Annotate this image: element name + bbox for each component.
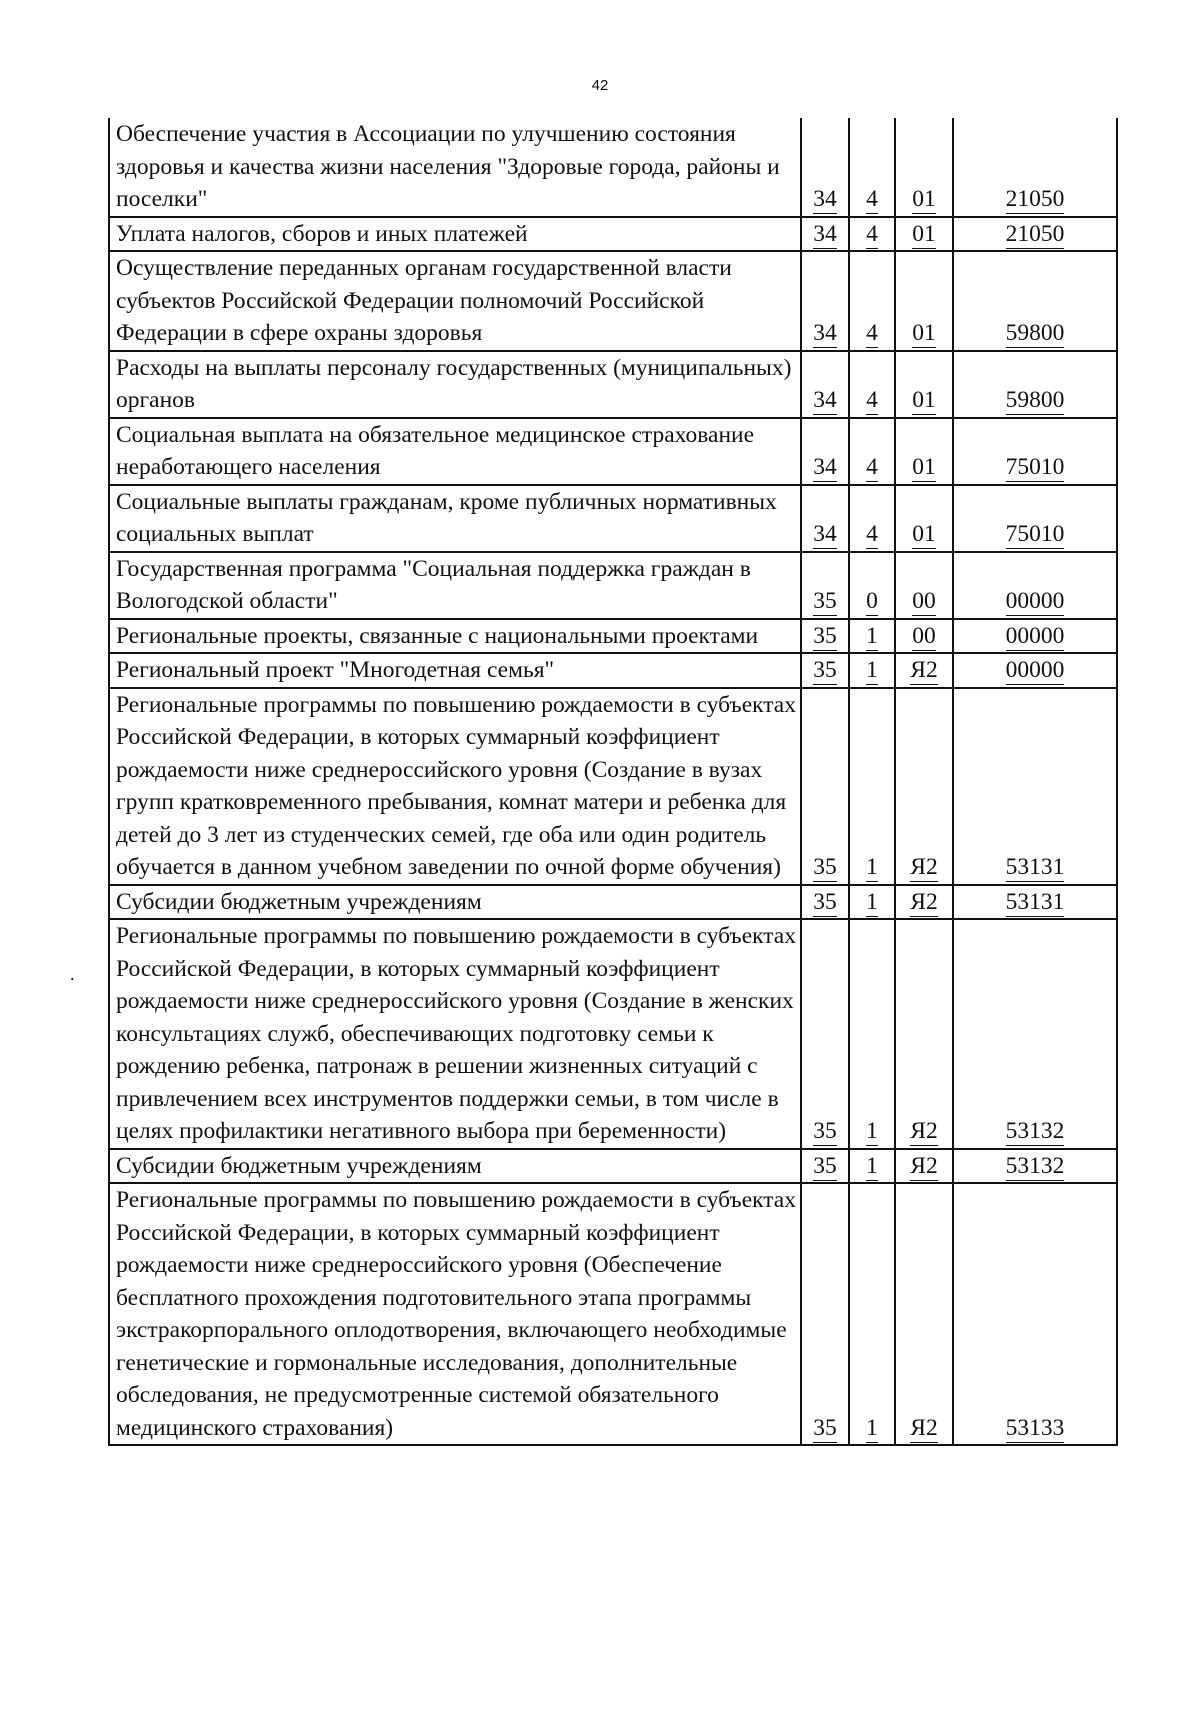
activity-code-cell <box>895 919 953 1149</box>
subprogram-code: 4 <box>866 454 878 480</box>
table-row <box>109 688 1117 885</box>
program-code: 35 <box>813 1152 837 1179</box>
subprogram-code-cell <box>849 485 895 552</box>
direction-code: 59800 <box>1005 387 1065 413</box>
direction-code: 00000 <box>1005 622 1065 649</box>
subprogram-code: 1 <box>866 622 878 649</box>
activity-code: 01 <box>912 320 936 346</box>
program-code-cell <box>801 619 849 654</box>
direction-code-cell <box>953 653 1117 688</box>
expense-item-name: Расходы на выплаты персоналу государственных (муниципальных) органов <box>109 351 801 418</box>
activity-code-cell <box>895 619 953 654</box>
expense-item-name: Региональные программы по повышению рождаемости в субъектах Российской Федерации, в которых суммарный коэффициент рождаемости ниже среднероссийского уровня (Создание в вузах групп кратковременного пребывания, комнат матери и ребенка для детей до 3 лет из студенческих семей, где оба или один родитель обучается в данном учебном заведении по очной форме обучения) <box>109 688 801 885</box>
expense-item-name: Региональные проекты, связанные с национальными проектами <box>109 619 801 654</box>
program-code: 35 <box>813 622 837 649</box>
program-code: 34 <box>813 186 837 212</box>
activity-code: 01 <box>912 521 936 547</box>
program-code-cell <box>801 552 849 619</box>
subprogram-code-cell <box>849 217 895 252</box>
expense-item-name: Субсидии бюджетным учреждениям <box>109 1149 801 1184</box>
subprogram-code: 1 <box>866 1118 878 1144</box>
activity-code-cell <box>895 351 953 418</box>
page-number: 42 <box>591 77 609 94</box>
program-code: 34 <box>813 387 837 413</box>
table-row <box>109 885 1117 920</box>
subprogram-code-cell <box>849 688 895 885</box>
program-code-cell <box>801 418 849 485</box>
direction-code: 53132 <box>1005 1152 1065 1179</box>
activity-code-cell <box>895 217 953 252</box>
expense-item-name: Осуществление переданных органам государственной власти субъектов Российской Федерации полномочий Российской Федерации в сфере охраны здоровья <box>109 251 801 351</box>
subprogram-code-cell <box>849 885 895 920</box>
subprogram-code: 4 <box>866 521 878 547</box>
subprogram-code-cell <box>849 1183 895 1445</box>
subprogram-code: 4 <box>866 387 878 413</box>
activity-code: Я2 <box>910 657 938 683</box>
direction-code: 21050 <box>1005 186 1065 212</box>
activity-code: 01 <box>912 454 936 480</box>
subprogram-code: 1 <box>866 888 878 915</box>
expense-item-name: Региональные программы по повышению рождаемости в субъектах Российской Федерации, в которых суммарный коэффициент рождаемости ниже среднероссийского уровня (Создание в женских консультациях служб, обеспечивающих подготовку семьи к рождению ребенка, патронаж в решении жизненных ситуаций с привлечением всех инструментов поддержки семьи, в том числе в целях профилактики негативного выбора при беременности) <box>109 919 801 1149</box>
activity-code: Я2 <box>910 1118 938 1144</box>
direction-code-cell <box>953 418 1117 485</box>
activity-code: Я2 <box>910 1414 938 1441</box>
program-code-cell <box>801 485 849 552</box>
subprogram-code-cell <box>849 118 895 217</box>
activity-code: 00 <box>912 622 936 649</box>
subprogram-code-cell <box>849 619 895 654</box>
direction-code-cell <box>953 217 1117 252</box>
table-row <box>109 1149 1117 1184</box>
table-row <box>109 118 1117 217</box>
subprogram-code: 4 <box>866 220 878 247</box>
direction-code-cell <box>953 351 1117 418</box>
program-code-cell <box>801 688 849 885</box>
subprogram-code: 1 <box>866 657 878 683</box>
subprogram-code-cell <box>849 1149 895 1184</box>
activity-code-cell <box>895 418 953 485</box>
expense-item-name: Региональные программы по повышению рождаемости в субъектах Российской Федерации, в которых суммарный коэффициент рождаемости ниже среднероссийского уровня (Обеспечение бесплатного прохождения подготовительного этапа программы экстракорпорального оплодотворения, включающего необходимые генетические и гормональные исследования, дополнительные обследования, не предусмотренные системой обязательного медицинского страхования) <box>109 1183 801 1445</box>
direction-code-cell <box>953 552 1117 619</box>
subprogram-code: 4 <box>866 186 878 212</box>
direction-code: 75010 <box>1005 521 1065 547</box>
activity-code-cell <box>895 885 953 920</box>
subprogram-code-cell <box>849 351 895 418</box>
activity-code: 01 <box>912 186 936 212</box>
table-row <box>109 485 1117 552</box>
subprogram-code: 4 <box>866 320 878 346</box>
activity-code: 01 <box>912 387 936 413</box>
program-code: 35 <box>813 854 837 880</box>
activity-code: Я2 <box>910 854 938 880</box>
activity-code: 01 <box>912 220 936 247</box>
table-row <box>109 653 1117 688</box>
expense-item-name: Государственная программа "Социальная поддержка граждан в Вологодской области" <box>109 552 801 619</box>
activity-code-cell <box>895 688 953 885</box>
subprogram-code-cell <box>849 653 895 688</box>
program-code: 35 <box>813 888 837 915</box>
table-row <box>109 217 1117 252</box>
activity-code-cell <box>895 1183 953 1445</box>
direction-code-cell <box>953 118 1117 217</box>
direction-code-cell <box>953 688 1117 885</box>
activity-code-cell <box>895 118 953 217</box>
subprogram-code: 0 <box>866 588 878 614</box>
activity-code-cell <box>895 485 953 552</box>
activity-code-cell <box>895 653 953 688</box>
direction-code-cell <box>953 485 1117 552</box>
activity-code: 00 <box>912 588 936 614</box>
activity-code: Я2 <box>910 1152 938 1179</box>
activity-code-cell <box>895 552 953 619</box>
budget-classification-table <box>108 118 1118 1446</box>
activity-code: Я2 <box>910 888 938 915</box>
direction-code-cell <box>953 251 1117 351</box>
program-code-cell <box>801 885 849 920</box>
direction-code: 53131 <box>1005 854 1065 880</box>
direction-code: 53133 <box>1005 1414 1065 1441</box>
table-row <box>109 552 1117 619</box>
program-code-cell <box>801 251 849 351</box>
table-row <box>109 251 1117 351</box>
table-row <box>109 619 1117 654</box>
stray-mark: . <box>70 964 75 984</box>
subprogram-code: 1 <box>866 1414 878 1441</box>
program-code-cell <box>801 919 849 1149</box>
subprogram-code: 1 <box>866 854 878 880</box>
program-code: 35 <box>813 1414 837 1441</box>
subprogram-code: 1 <box>866 1152 878 1179</box>
table-row <box>109 1183 1117 1445</box>
program-code-cell <box>801 1149 849 1184</box>
direction-code-cell <box>953 619 1117 654</box>
direction-code: 00000 <box>1005 657 1065 683</box>
direction-code: 75010 <box>1005 454 1065 480</box>
program-code-cell <box>801 1183 849 1445</box>
direction-code: 59800 <box>1005 320 1065 346</box>
expense-item-name: Обеспечение участия в Ассоциации по улучшению состояния здоровья и качества жизни населения "Здоровые города, районы и поселки" <box>109 118 801 217</box>
expense-item-name: Уплата налогов, сборов и иных платежей <box>109 217 801 252</box>
direction-code-cell <box>953 919 1117 1149</box>
program-code-cell <box>801 351 849 418</box>
direction-code: 53132 <box>1005 1118 1065 1144</box>
program-code-cell <box>801 653 849 688</box>
program-code: 34 <box>813 220 837 247</box>
table-row <box>109 418 1117 485</box>
activity-code-cell <box>895 1149 953 1184</box>
program-code: 34 <box>813 320 837 346</box>
expense-item-name: Региональный проект "Многодетная семья" <box>109 653 801 688</box>
subprogram-code-cell <box>849 919 895 1149</box>
subprogram-code-cell <box>849 552 895 619</box>
table-row <box>109 351 1117 418</box>
subprogram-code-cell <box>849 418 895 485</box>
expense-item-name: Социальная выплата на обязательное медицинское страхование неработающего населения <box>109 418 801 485</box>
program-code: 35 <box>813 1118 837 1144</box>
subprogram-code-cell <box>849 251 895 351</box>
direction-code: 53131 <box>1005 888 1065 915</box>
program-code: 35 <box>813 588 837 614</box>
expense-item-name: Социальные выплаты гражданам, кроме публичных нормативных социальных выплат <box>109 485 801 552</box>
direction-code: 00000 <box>1005 588 1065 614</box>
activity-code-cell <box>895 251 953 351</box>
direction-code: 21050 <box>1005 220 1065 247</box>
program-code-cell <box>801 217 849 252</box>
direction-code-cell <box>953 1183 1117 1445</box>
table-row <box>109 919 1117 1149</box>
program-code: 34 <box>813 454 837 480</box>
program-code: 34 <box>813 521 837 547</box>
program-code: 35 <box>813 657 837 683</box>
program-code-cell <box>801 118 849 217</box>
expense-item-name: Субсидии бюджетным учреждениям <box>109 885 801 920</box>
direction-code-cell <box>953 1149 1117 1184</box>
direction-code-cell <box>953 885 1117 920</box>
